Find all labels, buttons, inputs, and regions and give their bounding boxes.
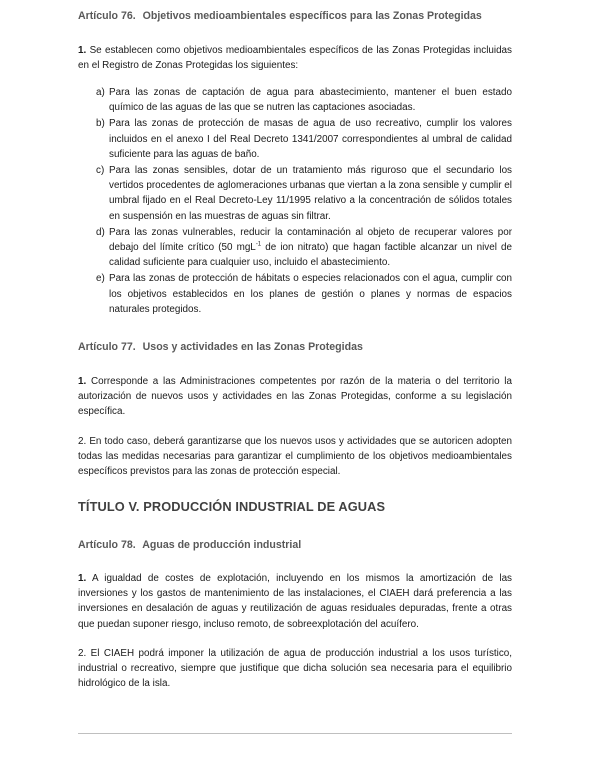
list-text: Para las zonas de protección de masas de agua de uso recreativo, cumplir los valores incluidos en el anexo I del Real Decreto 1341/2007 correspondientes al umbral de calidad suficiente para las aguas de baño. [109,118,512,160]
article-76-title: Objetivos medioambientales específicos para las Zonas Protegidas [142,10,482,22]
list-item [78,116,512,162]
article-77-p1-number: 1. [78,376,87,387]
article-77-p1-text: Corresponde a las Administraciones competentes por razón de la materia o del territorio la autorización de nuevos usos y actividades en las Zonas Protegidas, conforme a su legislación específica. [78,376,512,418]
footer-divider [78,733,512,734]
article-77-heading [78,340,512,354]
list-text-part: Para las zonas vulnerables, reducir la contaminación al objeto de recuperar valores por debajo del límite crítico (50 mgL [109,226,512,254]
list-text-part: de ion nitrato) que hagan factible alcanzar un nivel de calidad suficiente para cualquier uso, incluido el abastecimiento. [109,242,512,269]
article-76-paragraph-1 [78,43,512,73]
list-item [78,271,512,317]
article-76-p1-text: Se establecen como objetivos medioambientales específicos de las Zonas Protegidas incluidas en el Registro de Zonas Protegidas los siguientes: [78,45,512,72]
article-78-paragraph-2: 2. El CIAEH podrá imponer la utilización de agua de producción industrial a los usos turístico, industrial o recreativo, siempre que justifique que dicha solución sea necesaria para el equilibrio hidrológico de la isla. [78,648,512,690]
list-letter: a) [96,87,105,98]
list-item [78,163,512,224]
list-letter: c) [96,165,105,177]
article-76-number: Artículo 76. [78,10,136,22]
list-text: Para las zonas de protección de hábitats o especies relacionados con el agua, cumplir con los objetivos establecidos en los planes de gestión o planes y normas de espacios naturales protegidos. [109,273,512,315]
article-78-p1-number: 1. [78,573,87,584]
article-77-number: Artículo 77. [78,341,136,353]
list-letter: d) [96,226,105,238]
article-78-paragraph-1 [78,571,512,632]
superscript: -1 [255,241,262,248]
list-letter: e) [96,273,105,285]
article-76-heading [78,9,512,23]
list-letter: b) [96,118,105,130]
list-item [78,225,512,271]
article-76-objectives-list [78,85,512,317]
article-78-p1-text: A igualdad de costes de explotación, incluyendo en los mismos la amortización de las inversiones y los gastos de mantenimiento de las instalaciones, el CIAEH dará preferencia a las inversiones en desalación de aguas y reutilización de aguas residuales depuradas, frente a otras que puedan suponer riesgo, incluso remoto, de sobreexplotación del acuífero. [78,573,512,630]
list-text: Para las zonas sensibles, dotar de un tratamiento más riguroso que el secundario los vertidos procedentes de aglomeraciones urbanas que viertan a la zona sensible y cumplir el umbral fijado en el Real Decreto-Ley 11/1995 relativo a la concentración de sólidos totales en suspensión en las muestras de aguas sin filtrar. [109,165,512,222]
article-76-p1-number: 1. [78,45,87,56]
article-78-heading [78,538,512,552]
article-78-title: Aguas de producción industrial [142,539,302,551]
titulo-heading: TÍTULO V. PRODUCCIÓN INDUSTRIAL DE AGUAS [78,499,386,514]
article-77-title: Usos y actividades en las Zonas Protegidas [142,341,363,353]
list-item [78,85,512,115]
list-text: Para las zonas de captación de agua para abastecimiento, mantener el buen estado químico de las aguas de las que se nutren las captaciones asociadas. [109,87,512,114]
article-77-paragraph-2: 2. En todo caso, deberá garantizarse que los nuevos usos y actividades que se autoricen adopten todas las medidas necesarias para garantizar el cumplimiento de los objetivos medioambientales específicos previstos para las zonas de protección especial. [78,436,512,478]
article-78-number: Artículo 78. [78,539,136,551]
article-77-paragraph-1 [78,374,512,420]
